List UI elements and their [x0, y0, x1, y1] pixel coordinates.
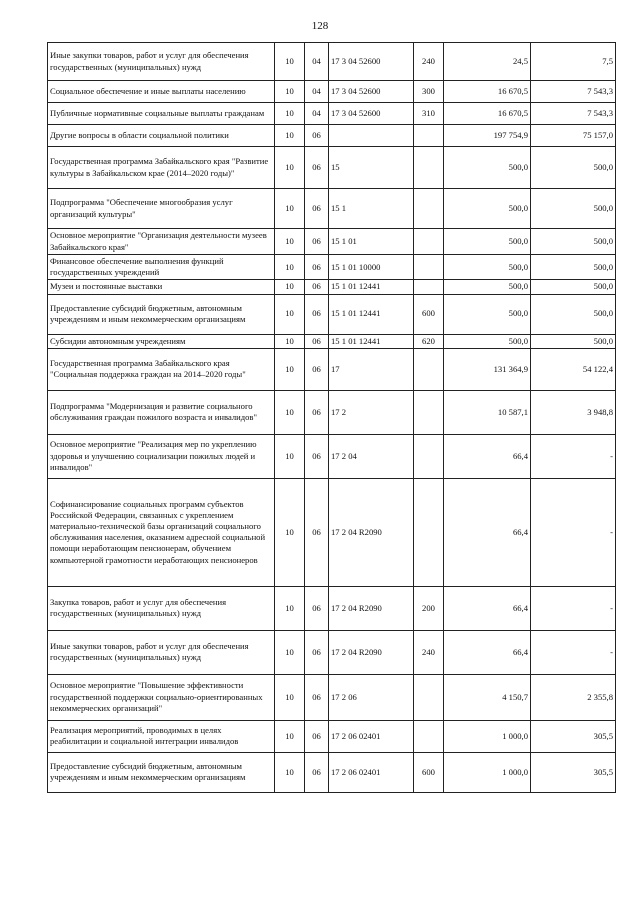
cell-rz: 10 [275, 348, 305, 390]
cell-sum1: 66,4 [444, 434, 531, 478]
cell-sum2: 500,0 [531, 147, 616, 189]
cell-sum2: - [531, 586, 616, 630]
cell-vr [414, 280, 444, 294]
cell-rz: 10 [275, 478, 305, 586]
cell-sum1: 24,5 [444, 43, 531, 81]
cell-name: Публичные нормативные социальные выплаты гражданам [48, 103, 275, 125]
cell-vr [414, 229, 444, 255]
cell-rz: 10 [275, 294, 305, 334]
cell-sum1: 131 364,9 [444, 348, 531, 390]
cell-rz: 10 [275, 147, 305, 189]
cell-pr: 06 [305, 478, 329, 586]
cell-rz: 10 [275, 189, 305, 229]
table-row [48, 348, 616, 390]
cell-pr: 06 [305, 348, 329, 390]
cell-pr: 04 [305, 43, 329, 81]
table-row [48, 674, 616, 720]
cell-pr: 06 [305, 390, 329, 434]
table-row [48, 720, 616, 752]
cell-cs: 15 1 01 12441 [329, 334, 414, 348]
cell-cs: 15 1 01 12441 [329, 280, 414, 294]
cell-rz: 10 [275, 752, 305, 792]
table-row [48, 752, 616, 792]
cell-cs: 17 2 06 02401 [329, 720, 414, 752]
cell-pr: 06 [305, 255, 329, 280]
cell-sum1: 500,0 [444, 229, 531, 255]
cell-sum1: 500,0 [444, 294, 531, 334]
cell-pr: 06 [305, 752, 329, 792]
cell-rz: 10 [275, 229, 305, 255]
cell-sum2: 305,5 [531, 720, 616, 752]
cell-sum2: 7 543,3 [531, 103, 616, 125]
cell-cs: 17 2 04 R2090 [329, 630, 414, 674]
cell-vr: 240 [414, 630, 444, 674]
cell-sum1: 1 000,0 [444, 720, 531, 752]
cell-pr: 06 [305, 674, 329, 720]
cell-vr [414, 147, 444, 189]
cell-sum2: 3 948,8 [531, 390, 616, 434]
cell-vr [414, 434, 444, 478]
cell-name: Финансовое обеспечение выполнения функций государственных учреждений [48, 255, 275, 280]
cell-cs: 17 3 04 52600 [329, 43, 414, 81]
cell-name: Реализация мероприятий, проводимых в целях реабилитации и социальной интеграции инвалидов [48, 720, 275, 752]
cell-vr: 240 [414, 43, 444, 81]
cell-name: Закупка товаров, работ и услуг для обеспечения государственных (муниципальных) нужд [48, 586, 275, 630]
table-row [48, 43, 616, 81]
cell-sum2: - [531, 478, 616, 586]
cell-vr: 620 [414, 334, 444, 348]
cell-name: Музеи и постоянные выставки [48, 280, 275, 294]
cell-vr [414, 478, 444, 586]
table-row [48, 125, 616, 147]
cell-name: Предоставление субсидий бюджетным, автономным учреждениям и иным некоммерческим организациям [48, 294, 275, 334]
cell-rz: 10 [275, 334, 305, 348]
cell-sum2: 500,0 [531, 294, 616, 334]
cell-rz: 10 [275, 255, 305, 280]
cell-rz: 10 [275, 720, 305, 752]
cell-cs: 17 2 04 R2090 [329, 478, 414, 586]
cell-name: Субсидии автономным учреждениям [48, 334, 275, 348]
cell-name: Подпрограмма "Обеспечение многообразия услуг организаций культуры" [48, 189, 275, 229]
cell-vr: 310 [414, 103, 444, 125]
table-row [48, 280, 616, 294]
cell-sum1: 16 670,5 [444, 81, 531, 103]
cell-name: Основное мероприятие "Организация деятельности музеев Забайкальского края" [48, 229, 275, 255]
table-row [48, 630, 616, 674]
cell-rz: 10 [275, 280, 305, 294]
cell-sum1: 4 150,7 [444, 674, 531, 720]
cell-cs: 17 2 04 [329, 434, 414, 478]
cell-sum1: 500,0 [444, 280, 531, 294]
cell-cs: 17 3 04 52600 [329, 103, 414, 125]
cell-cs: 17 [329, 348, 414, 390]
cell-vr [414, 674, 444, 720]
cell-sum2: 7 543,3 [531, 81, 616, 103]
cell-pr: 06 [305, 229, 329, 255]
cell-name: Предоставление субсидий бюджетным, автономным учреждениям и иным некоммерческим организациям [48, 752, 275, 792]
table-row [48, 147, 616, 189]
cell-name: Софинансирование социальных программ субъектов Российской Федерации, связанных с укреплением материально-технической базы организаций социального обслуживания населения, оказанием адресной социальной помощи неработающим пенсионерам, обучением компьютерной грамотности неработающих пенсионеров [48, 478, 275, 586]
cell-cs: 17 2 [329, 390, 414, 434]
page-number: 128 [311, 20, 329, 32]
cell-sum2: 500,0 [531, 255, 616, 280]
cell-sum2: 54 122,4 [531, 348, 616, 390]
table-row [48, 103, 616, 125]
cell-rz: 10 [275, 390, 305, 434]
cell-sum2: - [531, 434, 616, 478]
cell-pr: 06 [305, 125, 329, 147]
cell-name: Основное мероприятие "Повышение эффективности государственной поддержки социально-ориентированных некоммерческих организаций" [48, 674, 275, 720]
cell-cs: 15 1 01 12441 [329, 294, 414, 334]
cell-pr: 06 [305, 630, 329, 674]
cell-vr [414, 390, 444, 434]
cell-sum1: 66,4 [444, 478, 531, 586]
cell-name: Государственная программа Забайкальского края "Развитие культуры в Забайкальском крае (2014–2020 годы)" [48, 147, 275, 189]
table-row [48, 81, 616, 103]
cell-pr: 04 [305, 103, 329, 125]
cell-pr: 06 [305, 147, 329, 189]
cell-cs: 15 [329, 147, 414, 189]
cell-sum1: 66,4 [444, 586, 531, 630]
cell-sum2: 500,0 [531, 334, 616, 348]
cell-vr [414, 189, 444, 229]
table-row [48, 294, 616, 334]
cell-sum2: 305,5 [531, 752, 616, 792]
cell-sum2: 500,0 [531, 280, 616, 294]
table-row [48, 189, 616, 229]
cell-name: Иные закупки товаров, работ и услуг для обеспечения государственных (муниципальных) нужд [48, 630, 275, 674]
cell-sum1: 500,0 [444, 255, 531, 280]
cell-rz: 10 [275, 674, 305, 720]
table-row [48, 390, 616, 434]
cell-rz: 10 [275, 586, 305, 630]
table-row [48, 586, 616, 630]
table-row [48, 434, 616, 478]
cell-cs: 15 1 01 [329, 229, 414, 255]
cell-name: Основное мероприятие "Реализация мер по укреплению здоровья и улучшению социализации пожилых людей и инвалидов" [48, 434, 275, 478]
cell-name: Государственная программа Забайкальского края "Социальная поддержка граждан на 2014–2020 годы" [48, 348, 275, 390]
cell-vr: 600 [414, 752, 444, 792]
cell-rz: 10 [275, 103, 305, 125]
table-row [48, 229, 616, 255]
cell-pr: 06 [305, 586, 329, 630]
cell-rz: 10 [275, 630, 305, 674]
cell-sum2: 500,0 [531, 229, 616, 255]
cell-name: Подпрограмма "Модернизация и развитие социального обслуживания граждан пожилого возраста и инвалидов" [48, 390, 275, 434]
cell-vr [414, 720, 444, 752]
cell-pr: 06 [305, 280, 329, 294]
cell-pr: 06 [305, 294, 329, 334]
cell-cs: 17 2 06 02401 [329, 752, 414, 792]
cell-sum1: 66,4 [444, 630, 531, 674]
cell-vr [414, 348, 444, 390]
cell-vr [414, 125, 444, 147]
cell-vr: 200 [414, 586, 444, 630]
cell-sum1: 16 670,5 [444, 103, 531, 125]
cell-sum2: 75 157,0 [531, 125, 616, 147]
cell-rz: 10 [275, 125, 305, 147]
cell-sum1: 1 000,0 [444, 752, 531, 792]
budget-table [47, 42, 616, 793]
cell-name: Иные закупки товаров, работ и услуг для обеспечения государственных (муниципальных) нужд [48, 43, 275, 81]
table-row [48, 478, 616, 586]
cell-vr [414, 255, 444, 280]
cell-name: Другие вопросы в области социальной политики [48, 125, 275, 147]
cell-pr: 04 [305, 81, 329, 103]
cell-sum2: - [531, 630, 616, 674]
table-row [48, 255, 616, 280]
cell-cs: 15 1 [329, 189, 414, 229]
cell-cs: 17 2 04 R2090 [329, 586, 414, 630]
cell-pr: 06 [305, 334, 329, 348]
cell-name: Социальное обеспечение и иные выплаты населению [48, 81, 275, 103]
cell-cs: 17 3 04 52600 [329, 81, 414, 103]
cell-sum2: 7,5 [531, 43, 616, 81]
cell-vr: 600 [414, 294, 444, 334]
cell-vr: 300 [414, 81, 444, 103]
cell-cs [329, 125, 414, 147]
cell-sum1: 10 587,1 [444, 390, 531, 434]
cell-sum1: 197 754,9 [444, 125, 531, 147]
cell-sum1: 500,0 [444, 334, 531, 348]
cell-rz: 10 [275, 434, 305, 478]
cell-sum1: 500,0 [444, 147, 531, 189]
cell-sum1: 500,0 [444, 189, 531, 229]
cell-pr: 06 [305, 189, 329, 229]
cell-rz: 10 [275, 81, 305, 103]
table-row [48, 334, 616, 348]
cell-rz: 10 [275, 43, 305, 81]
cell-pr: 06 [305, 434, 329, 478]
cell-pr: 06 [305, 720, 329, 752]
cell-cs: 17 2 06 [329, 674, 414, 720]
cell-sum2: 2 355,8 [531, 674, 616, 720]
cell-sum2: 500,0 [531, 189, 616, 229]
cell-cs: 15 1 01 10000 [329, 255, 414, 280]
